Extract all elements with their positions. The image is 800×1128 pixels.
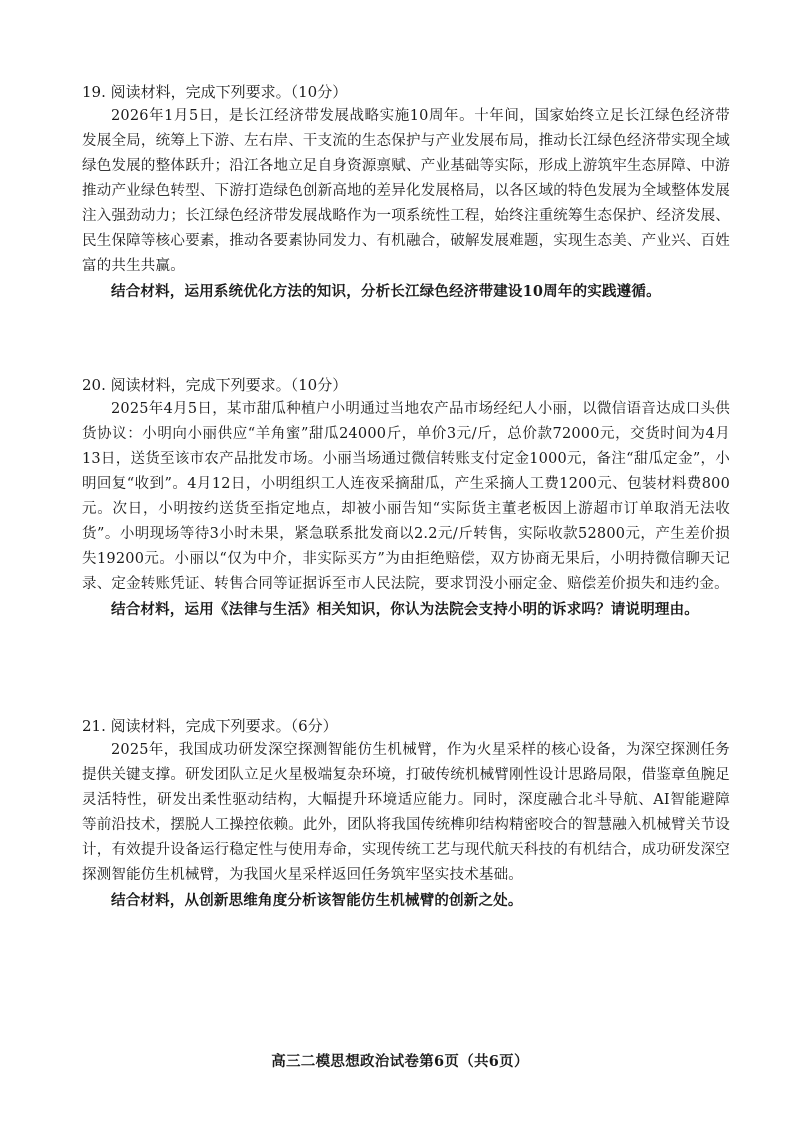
question-header: 20. 阅读材料，完成下列要求。（10分） xyxy=(82,376,348,394)
question-header: 19. 阅读材料，完成下列要求。（10分） xyxy=(82,83,348,101)
question-material: 2026年1月5日，是长江经济带发展战略实施10周年。十年间，国家始终立足长江绿色经济带发展全局，统筹上下游、左右岸、干支流的生态保护与产业发展布局，推动长江绿色经济带实现全域绿色发展的整体跃升；沿江各地立足自身资源禀赋、产业基础等实际，形成上游筑牢生态屏障、中游推动产业绿色转型、下游打造绿色创新高地的差异化发展格局，以各区域的特色发展为全域整体发展注入强劲动力；长江绿色经济带发展战略作为一项系统性工程，始终注重统筹生态保护、经济发展、民生保障等核心要素，推动各要素协同发力、有机融合，破解发展难题，实现生态美、产业兴、百姓富的共生共赢。 xyxy=(82,108,730,274)
question-header: 21. 阅读材料，完成下列要求。（6分） xyxy=(82,717,338,735)
question-task: 结合材料，运用《法律与生活》相关知识，你认为法院会支持小明的诉求吗？请说明理由。 xyxy=(111,601,699,618)
page-footer: 高三二模思想政治试卷第6页（共6页） xyxy=(271,1053,529,1070)
question-material: 2025年，我国成功研发深空探测智能仿生机械臂，作为火星采样的核心设备，为深空探测任务提供关键支撑。研发团队立足火星极端复杂环境，打破传统机械臂刚性设计思路局限，借鉴章鱼腕足灵活特性，研发出柔性驱动结构，大幅提升环境适应能力。同时，深度融合北斗导航、AI智能避障等前沿技术，摆脱人工操控依赖。此外，团队将我国传统榫卯结构精密咬合的智慧融入机械臂关节设计，有效提升设备运行稳定性与使用寿命，实现传统工艺与现代航天科技的有机结合，成功研发深空探测智能仿生机械臂，为我国火星采样返回任务筑牢坚实技术基础。 xyxy=(82,742,730,883)
question-21 xyxy=(82,714,730,913)
question-20 xyxy=(82,373,730,622)
question-material: 2025年4月5日，某市甜瓜种植户小明通过当地农产品市场经纪人小丽，以微信语音达成口头供货协议：小明向小丽供应“羊角蜜”甜瓜24000斤，单价3元/斤，总价款72000元，交货时间为4月13日，送货至该市农产品批发市场。小丽当场通过微信转账支付定金1000元，备注“甜瓜定金”，小明回复“收到”。4月12日，小明组织工人连夜采摘甜瓜，产生采摘人工费1200元、包装材料费800元。次日，小明按约送货至指定地点，却被小丽告知“实际货主董老板因上游超市订单取消无法收货”。小明现场等待3小时未果，紧急联系批发商以2.2元/斤转售，实际收款52800元，产生差价损失19200元。小丽以“仅为中介，非实际买方”为由拒绝赔偿，双方协商无果后，小明持微信聊天记录、定金转账凭证、转售合同等证据诉至市人民法院，要求罚没小丽定金、赔偿差价损失和违约金。 xyxy=(82,401,730,592)
question-19 xyxy=(82,80,730,304)
question-task: 结合材料，运用系统优化方法的知识，分析长江绿色经济带建设10周年的实践遵循。 xyxy=(111,283,661,300)
question-task: 结合材料，从创新思维角度分析该智能仿生机械臂的创新之处。 xyxy=(111,892,523,909)
